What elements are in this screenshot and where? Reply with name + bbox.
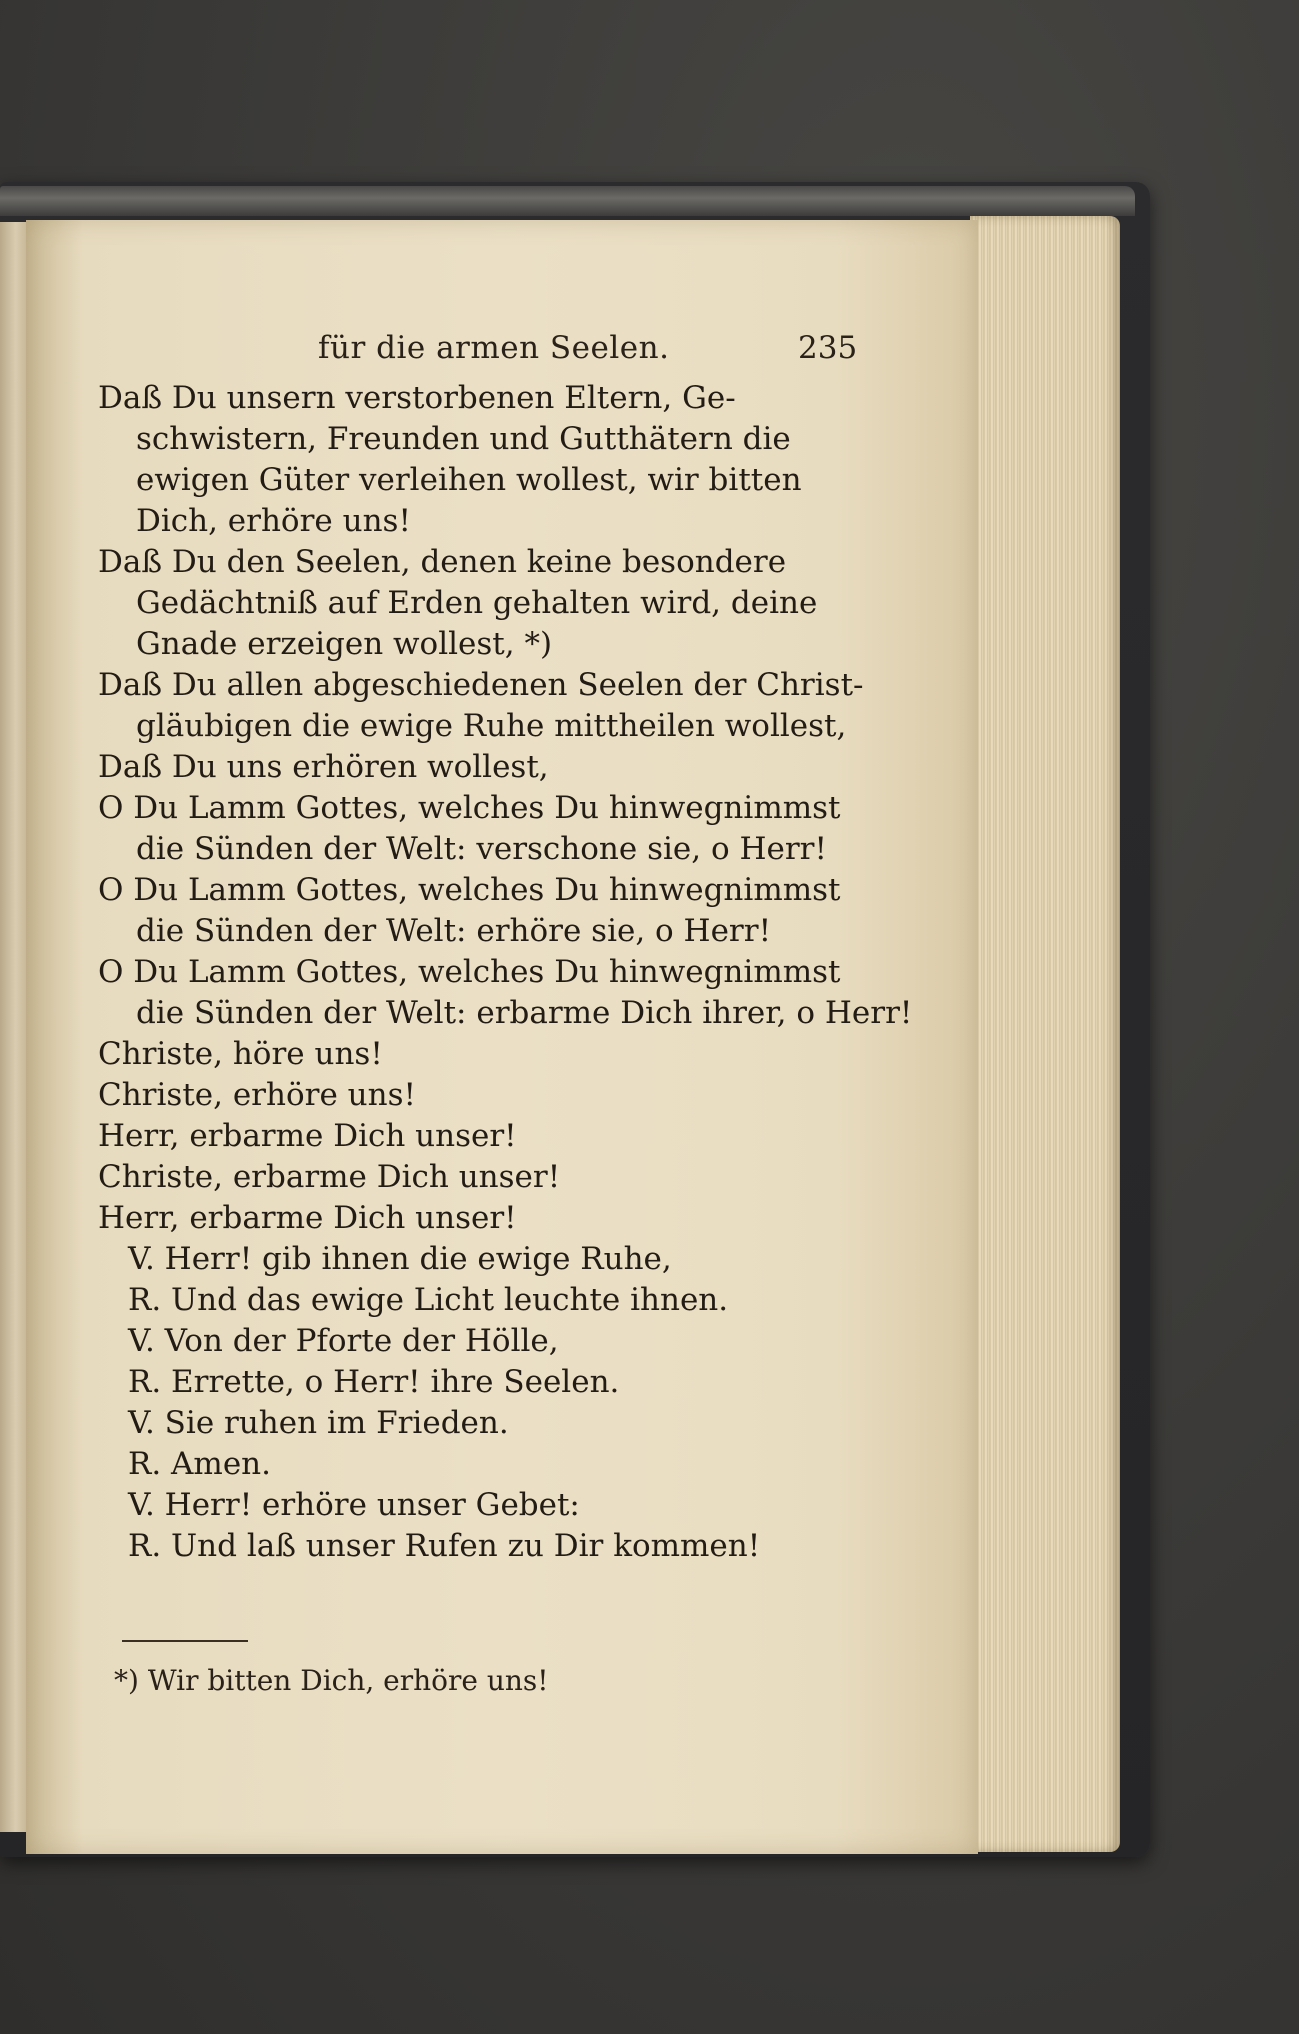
text-line: Dich, erhöre uns! xyxy=(136,503,411,539)
running-head-title: für die armen Seelen. xyxy=(318,330,670,366)
text-line: gläubigen die ewige Ruhe mittheilen wollest, xyxy=(136,708,847,744)
text-line: Gnade erzeigen wollest, *) xyxy=(136,626,553,662)
running-head xyxy=(26,330,978,370)
versicle-line: V. Von der Pforte der Hölle, xyxy=(128,1323,559,1359)
text-line: O Du Lamm Gottes, welches Du hinwegnimmst xyxy=(98,954,841,990)
text-line: die Sünden der Welt: verschone sie, o Herr! xyxy=(136,831,827,867)
text-line: ewigen Güter verleihen wollest, wir bitten xyxy=(136,462,802,498)
text-line: die Sünden der Welt: erhöre sie, o Herr! xyxy=(136,913,772,949)
response-line: R. Amen. xyxy=(128,1446,271,1482)
left-page-edge xyxy=(0,222,26,1832)
page-edges xyxy=(970,216,1120,1852)
page-number: 235 xyxy=(798,330,858,366)
versicle-line: V. Herr! erhöre unser Gebet: xyxy=(128,1487,580,1523)
text-line: Christe, erhöre uns! xyxy=(98,1077,416,1113)
litany-text xyxy=(98,378,913,1567)
footnote: *) Wir bitten Dich, erhöre uns! xyxy=(114,1664,549,1697)
text-line: Herr, erbarme Dich unser! xyxy=(98,1118,517,1154)
book-page xyxy=(26,220,978,1854)
text-line: O Du Lamm Gottes, welches Du hinwegnimmst xyxy=(98,790,841,826)
cover-top-edge xyxy=(0,186,1135,216)
text-line: Herr, erbarme Dich unser! xyxy=(98,1200,517,1236)
text-line: Daß Du unsern verstorbenen Eltern, Ge- xyxy=(98,380,736,416)
text-line: Daß Du uns erhören wollest, xyxy=(98,749,549,785)
versicle-line: V. Herr! gib ihnen die ewige Ruhe, xyxy=(128,1241,672,1277)
footnote-rule xyxy=(122,1640,248,1642)
text-line: Christe, erbarme Dich unser! xyxy=(98,1159,561,1195)
versicle-line: V. Sie ruhen im Frieden. xyxy=(128,1405,509,1441)
text-line: Christe, höre uns! xyxy=(98,1036,383,1072)
response-line: R. Und laß unser Rufen zu Dir kommen! xyxy=(128,1528,761,1564)
text-line: Gedächtniß auf Erden gehalten wird, deine xyxy=(136,585,818,621)
text-line: Daß Du allen abgeschiedenen Seelen der Christ- xyxy=(98,667,864,703)
text-line: O Du Lamm Gottes, welches Du hinwegnimmst xyxy=(98,872,841,908)
text-line: schwistern, Freunden und Gutthätern die xyxy=(136,421,791,457)
response-line: R. Und das ewige Licht leuchte ihnen. xyxy=(128,1282,729,1318)
response-line: R. Errette, o Herr! ihre Seelen. xyxy=(128,1364,620,1400)
text-line: Daß Du den Seelen, denen keine besondere xyxy=(98,544,787,580)
text-line: die Sünden der Welt: erbarme Dich ihrer, o Herr! xyxy=(136,995,913,1031)
